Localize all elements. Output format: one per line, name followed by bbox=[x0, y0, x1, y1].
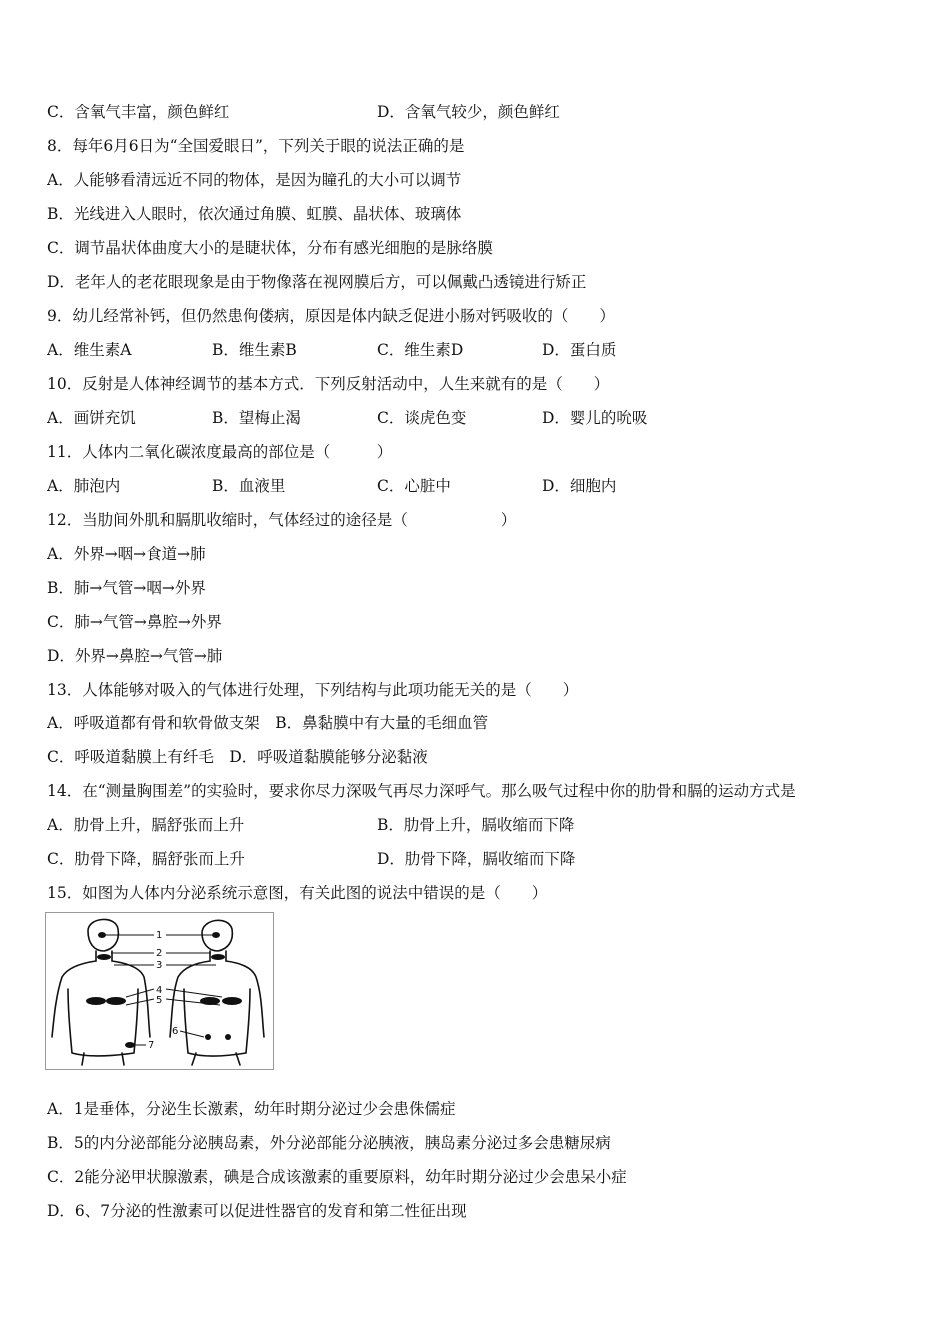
q9-option-b: B．维生素B bbox=[212, 341, 297, 359]
figure-label-3: 3 bbox=[156, 960, 163, 971]
q10-option-b: B．望梅止渴 bbox=[212, 409, 301, 427]
q12-option-a: A．外界→咽→食道→肺 bbox=[47, 545, 206, 563]
q13-options-cd: C．呼吸道黏膜上有纤毛 D．呼吸道黏膜能够分泌黏液 bbox=[47, 748, 428, 766]
q8-option-a: A．人能够看清远近不同的物体，是因为瞳孔的大小可以调节 bbox=[47, 171, 462, 189]
figure-label-7: 7 bbox=[148, 1040, 155, 1051]
q12-option-b: B．肺→气管→咽→外界 bbox=[47, 579, 206, 597]
q8-option-c: C．调节晶状体曲度大小的是睫状体，分布有感光细胞的是脉络膜 bbox=[47, 239, 493, 257]
q11-option-d: D．细胞内 bbox=[542, 477, 617, 495]
q9-option-c: C．维生素D bbox=[377, 341, 464, 359]
figure-label-5: 5 bbox=[156, 995, 163, 1006]
q15-stem: 15．如图为人体内分泌系统示意图，有关此图的说法中错误的是（ ） bbox=[47, 884, 548, 902]
q9-stem: 9．幼儿经常补钙，但仍然患佝偻病，原因是体内缺乏促进小肠对钙吸收的（ ） bbox=[47, 307, 615, 325]
q11-option-c: C．心脏中 bbox=[377, 477, 451, 495]
q15-option-d: D．6、7分泌的性激素可以促进性器官的发育和第二性征出现 bbox=[47, 1202, 467, 1220]
figure-label-6: 6 bbox=[172, 1026, 179, 1037]
q9-option-d: D．蛋白质 bbox=[542, 341, 617, 359]
q10-option-a: A．画饼充饥 bbox=[47, 409, 136, 427]
q10-option-c: C．谈虎色变 bbox=[377, 409, 467, 427]
q11-option-a: A．肺泡内 bbox=[47, 477, 121, 495]
figure-label-4: 4 bbox=[156, 985, 163, 996]
q14-option-a: A．肋骨上升，膈舒张而上升 bbox=[47, 816, 245, 834]
q14-option-b: B．肋骨上升，膈收缩而下降 bbox=[377, 816, 575, 834]
q15-option-c: C．2能分泌甲状腺激素，碘是合成该激素的重要原料，幼年时期分泌过少会患呆小症 bbox=[47, 1168, 627, 1186]
q9-option-a: A．维生素A bbox=[47, 341, 132, 359]
q11-option-b: B．血液里 bbox=[212, 477, 286, 495]
q14-option-c: C．肋骨下降，膈舒张而上升 bbox=[47, 850, 245, 868]
q14-stem: 14．在“测量胸围差”的实验时，要求你尽力深吸气再尽力深呼气。那么吸气过程中你的肋骨和膈的运动方式是 bbox=[47, 782, 796, 800]
q8-option-b: B．光线进入人眼时，依次通过角膜、虹膜、晶状体、玻璃体 bbox=[47, 205, 462, 223]
q15-option-b: B．5的内分泌部能分泌胰岛素，外分泌部能分泌胰液，胰岛素分泌过多会患糖尿病 bbox=[47, 1134, 611, 1152]
q10-stem: 10．反射是人体神经调节的基本方式．下列反射活动中，人生来就有的是（ ） bbox=[47, 375, 610, 393]
q15-option-a: A．1是垂体，分泌生长激素，幼年时期分泌过少会患侏儒症 bbox=[47, 1100, 456, 1118]
figure-label-2: 2 bbox=[156, 948, 163, 959]
q10-option-d: D．婴儿的吮吸 bbox=[542, 409, 648, 427]
q12-stem: 12．当肋间外肌和膈肌收缩时，气体经过的途径是（ ） bbox=[47, 511, 517, 529]
q13-stem: 13．人体能够对吸入的气体进行处理，下列结构与此项功能无关的是（ ） bbox=[47, 681, 579, 699]
endocrine-system-diagram bbox=[45, 912, 274, 1070]
q8-stem: 8．每年6月6日为“全国爱眼日”，下列关于眼的说法正确的是 bbox=[47, 137, 465, 155]
q8-option-d: D．老年人的老花眼现象是由于物像落在视网膜后方，可以佩戴凸透镜进行矫正 bbox=[47, 273, 587, 291]
figure-label-1: 1 bbox=[156, 930, 163, 941]
q7-option-d: D．含氧气较少，颜色鲜红 bbox=[377, 103, 560, 121]
q13-options-ab: A．呼吸道都有骨和软骨做支架 B．鼻黏膜中有大量的毛细血管 bbox=[47, 714, 489, 732]
q7-option-c: C．含氧气丰富，颜色鲜红 bbox=[47, 103, 230, 121]
q12-option-c: C．肺→气管→鼻腔→外界 bbox=[47, 613, 222, 631]
q11-stem: 11．人体内二氧化碳浓度最高的部位是（ ） bbox=[47, 443, 393, 461]
q14-option-d: D．肋骨下降，膈收缩而下降 bbox=[377, 850, 576, 868]
q12-option-d: D．外界→鼻腔→气管→肺 bbox=[47, 647, 223, 665]
